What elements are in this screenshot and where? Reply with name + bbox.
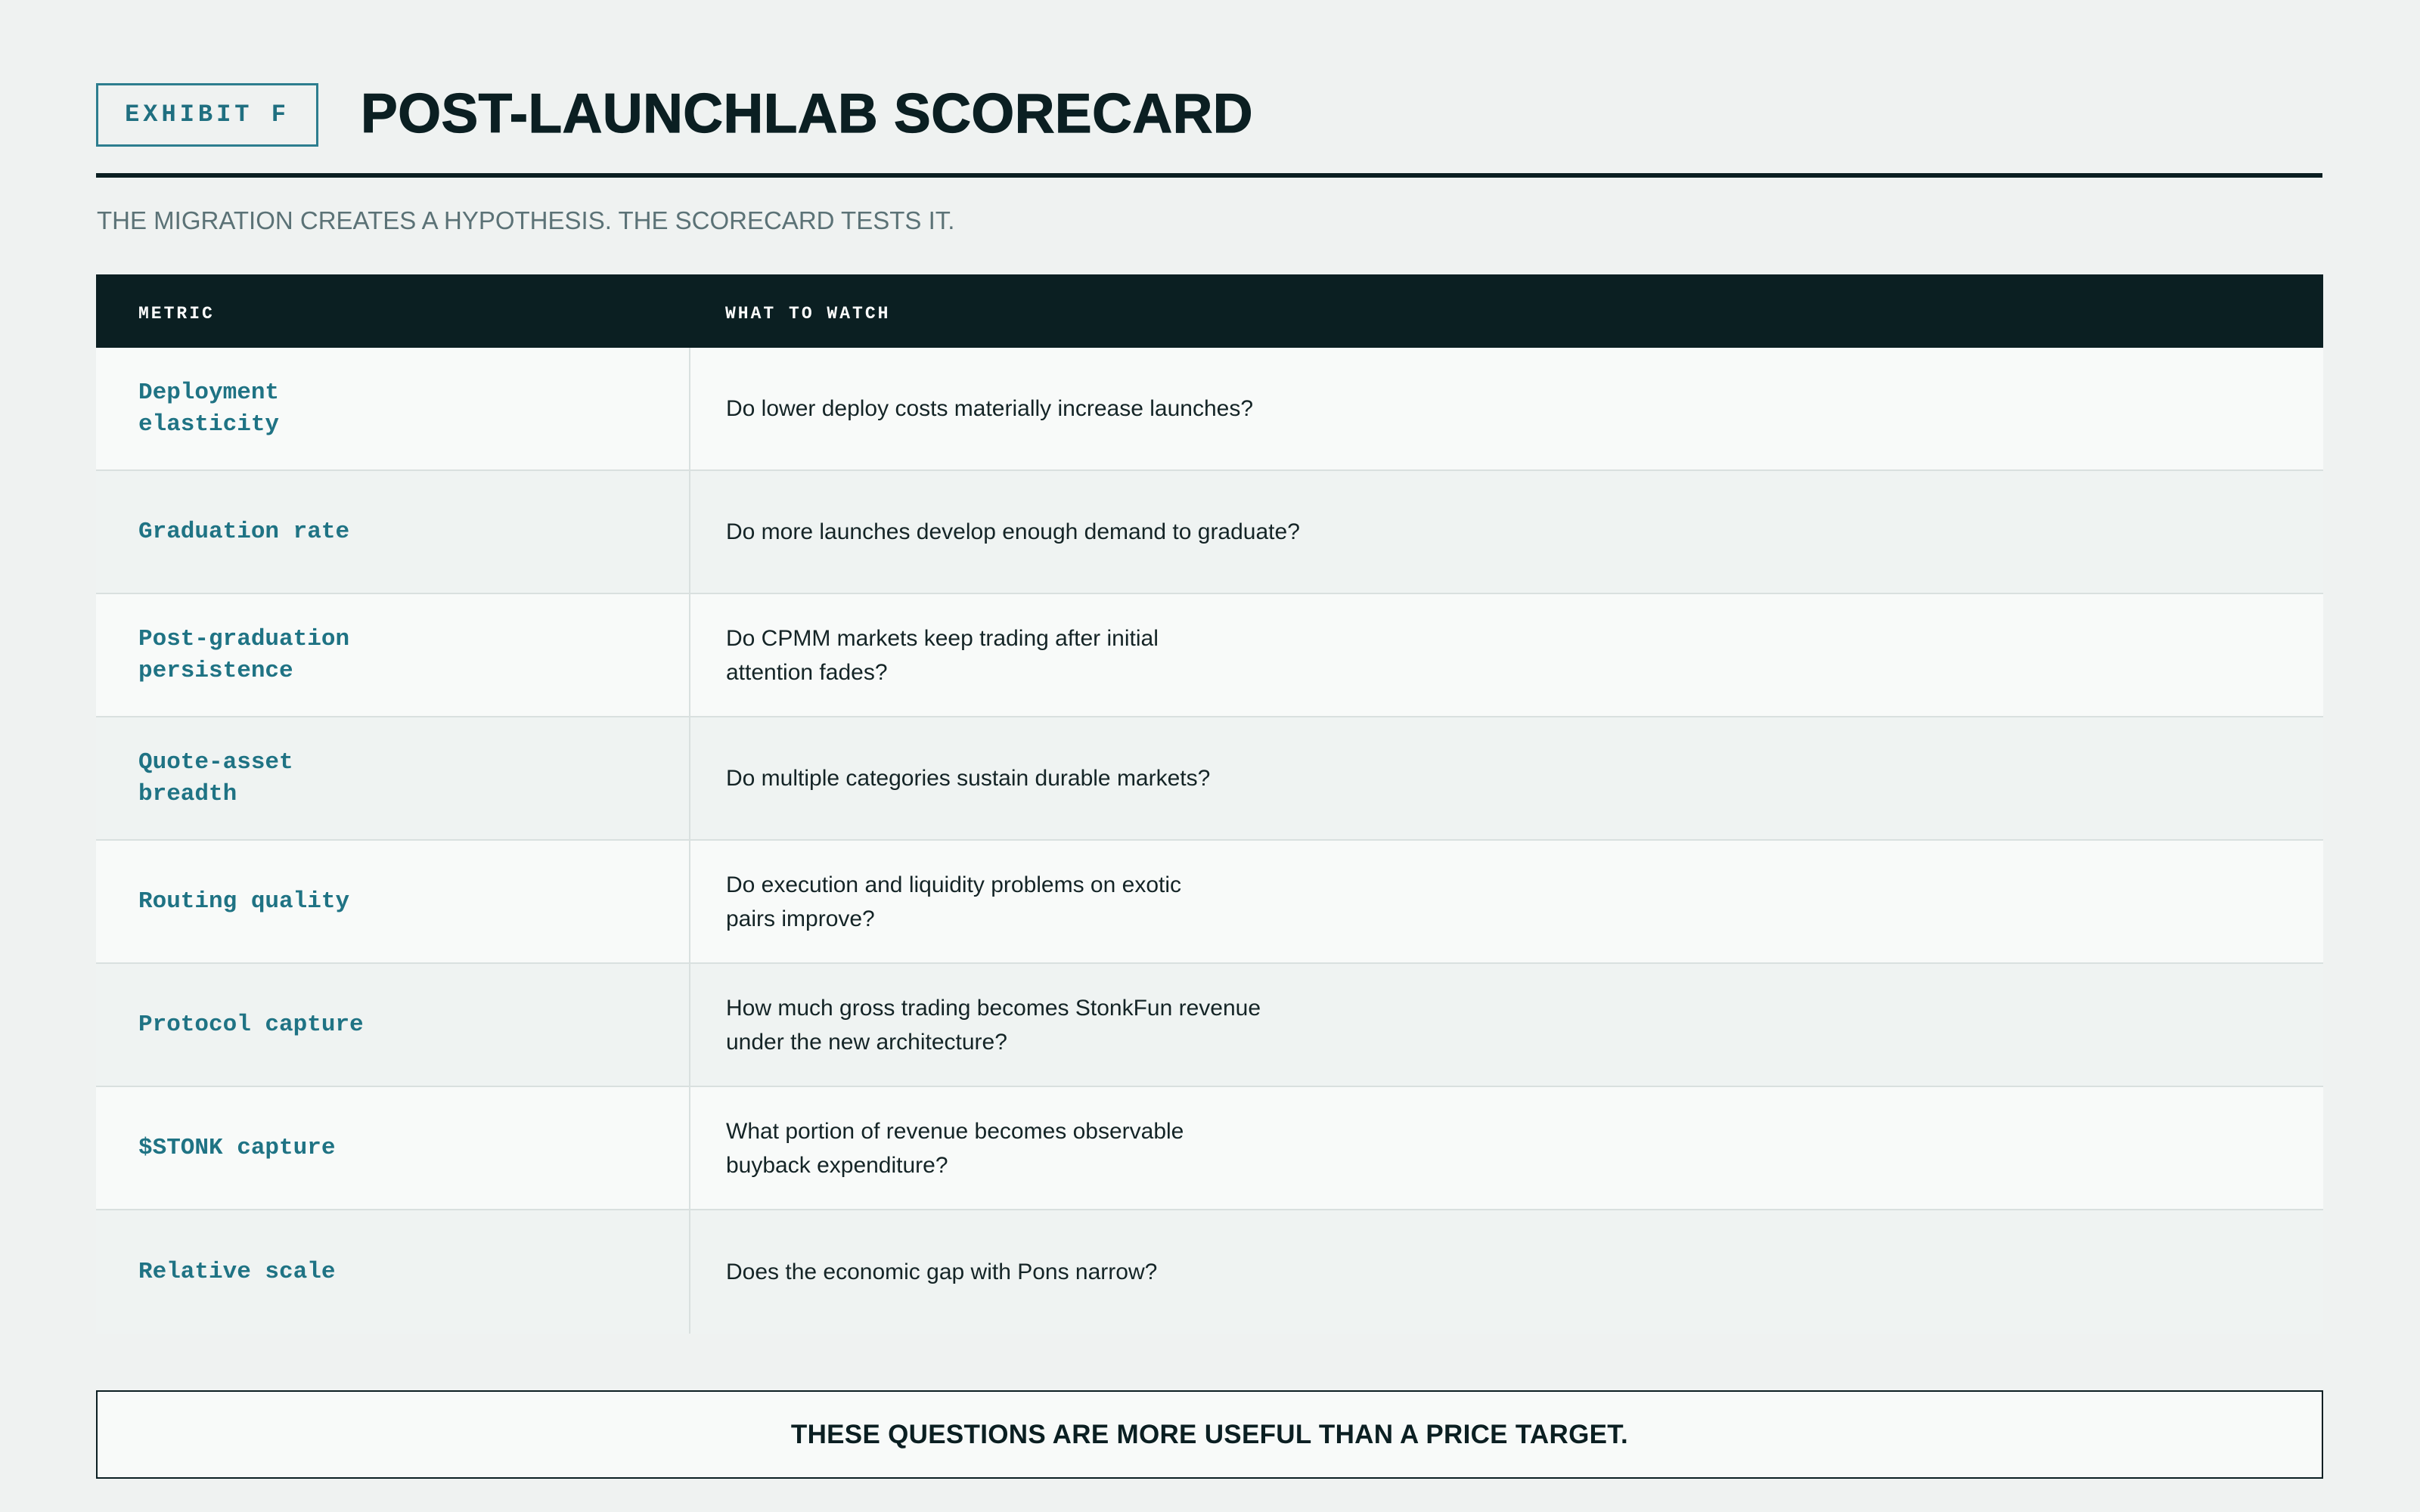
watch-question: How much gross trading becomes StonkFun revenue under the new architecture? [726, 995, 1261, 1055]
watch-cell [726, 1087, 2276, 1209]
column-divider [689, 717, 690, 839]
table-header [96, 274, 2323, 348]
watch-cell [726, 471, 2276, 593]
watch-question: Do multiple categories sustain durable markets? [726, 766, 1211, 791]
watch-question: Does the economic gap with Pons narrow? [726, 1259, 1158, 1284]
page-header [96, 83, 2322, 178]
scorecard-table [96, 274, 2323, 1334]
metric-label: Protocol capture [138, 1011, 364, 1038]
watch-question: Do more launches develop enough demand to graduate? [726, 519, 1300, 544]
metric-cell [138, 841, 668, 962]
metric-label: Graduation rate [138, 518, 350, 545]
metric-cell [138, 348, 668, 469]
watch-question: What portion of revenue becomes observable buyback expenditure? [726, 1118, 1184, 1178]
table-row [96, 348, 2323, 471]
page-title: POST-LAUNCHLAB SCORECARD [361, 83, 1253, 144]
watch-cell [726, 964, 2276, 1086]
watch-cell [726, 1210, 2276, 1334]
watch-question: Do CPMM markets keep trading after initial attention fades? [726, 625, 1159, 685]
watch-cell [726, 594, 2276, 716]
metric-label: Post-graduation persistence [138, 625, 350, 684]
column-header-what-to-watch: WHAT TO WATCH [725, 304, 891, 324]
table-row [96, 1210, 2323, 1334]
callout-text: THESE QUESTIONS ARE MORE USEFUL THAN A PRICE TARGET. [790, 1419, 1629, 1449]
metric-cell [138, 1087, 668, 1209]
table-row [96, 841, 2323, 964]
column-divider [689, 471, 690, 593]
metric-label: Deployment elasticity [138, 379, 280, 438]
metric-label: Quote-asset breadth [138, 748, 293, 807]
exhibit-tag: EXHIBIT F [96, 83, 318, 147]
column-divider [689, 841, 690, 962]
metric-cell [138, 594, 668, 716]
column-divider [689, 348, 690, 469]
watch-question: Do execution and liquidity problems on exotic pairs improve? [726, 872, 1182, 931]
watch-cell [726, 841, 2276, 962]
table-row [96, 717, 2323, 841]
metric-cell [138, 1210, 668, 1334]
conclusion-callout [96, 1390, 2323, 1479]
column-divider [689, 594, 690, 716]
column-divider [689, 964, 690, 1086]
table-row [96, 594, 2323, 717]
metric-label: Routing quality [138, 888, 350, 915]
page-subtitle: THE MIGRATION CREATES A HYPOTHESIS. THE SCORECARD TESTS IT. [97, 206, 955, 234]
watch-cell [726, 348, 2276, 469]
metric-cell [138, 717, 668, 839]
table-row [96, 964, 2323, 1087]
table-row [96, 1087, 2323, 1210]
metric-cell [138, 471, 668, 593]
metric-label: $STONK capture [138, 1134, 336, 1161]
column-divider [689, 1210, 690, 1334]
column-divider [689, 1087, 690, 1209]
metric-label: Relative scale [138, 1258, 336, 1285]
table-row [96, 471, 2323, 594]
column-header-metric: METRIC [138, 304, 215, 324]
metric-cell [138, 964, 668, 1086]
watch-cell [726, 717, 2276, 839]
table-body [96, 348, 2323, 1334]
watch-question: Do lower deploy costs materially increase launches? [726, 396, 1254, 421]
